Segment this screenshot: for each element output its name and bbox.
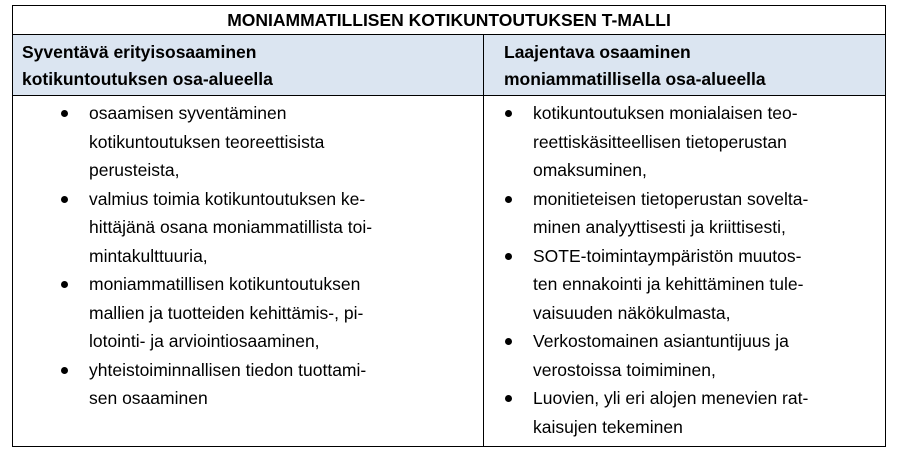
list-item-line: kotikuntoutuksen monialaisen teo- (533, 103, 798, 123)
list-item (533, 185, 885, 242)
list-item-line: Luovien, yli eri alojen menevien rat- (533, 388, 809, 408)
list-item-line: kaisujen tekeminen (533, 416, 683, 437)
t-model-table (12, 5, 886, 447)
list-item-line: minen analyyttisesti ja kriittisesti, (533, 217, 786, 237)
deep-expertise-list (13, 96, 483, 413)
list-item-line: mintakulttuuria, (89, 245, 208, 266)
list-item-line: moniammatillisen kotikuntoutuksen (89, 274, 361, 294)
header-right-line1: Laajentava osaaminen (504, 42, 691, 62)
list-item (89, 270, 483, 356)
list-item-line: hittäjänä osana moniammatillista toi- (89, 217, 373, 237)
list-item-line: ten ennakointi ja kehittäminen tule- (533, 274, 804, 294)
bullet-icon (61, 367, 68, 374)
list-item-line: lotointi- ja arviointiosaaminen, (89, 331, 320, 351)
header-broad-expertise (484, 35, 885, 95)
list-item-line: perusteista, (89, 160, 180, 180)
body-row (13, 96, 885, 446)
bullet-icon (505, 253, 512, 260)
list-item (533, 242, 885, 328)
list-item (89, 185, 483, 271)
bullet-icon (505, 110, 512, 117)
header-left-line1: Syventävä erityisosaaminen (22, 42, 257, 62)
list-item-line: valmius toimia kotikuntoutuksen ke- (89, 188, 366, 209)
broad-expertise-column (484, 96, 885, 446)
header-right-line2: moniammatillisella osa-alueella (504, 69, 766, 89)
bullet-icon (505, 395, 512, 402)
bullet-icon (61, 281, 68, 288)
list-item-line: mallien ja tuotteiden kehittämis-, pi- (89, 302, 364, 323)
list-item-line: kotikuntoutuksen teoreettisista (89, 131, 325, 152)
list-item-line: Verkostomainen asiantuntijuus ja (533, 331, 789, 351)
header-left-line2: kotikuntoutuksen osa-alueella (22, 69, 273, 89)
list-item-line: osaamisen syventäminen (89, 103, 287, 123)
list-item-line: monitieteisen tietoperustan sovelta- (533, 188, 809, 209)
list-item-line: verostoissa toimiminen, (533, 359, 716, 380)
bullet-icon (505, 338, 512, 345)
list-item (89, 99, 483, 185)
list-item-line: sen osaaminen (89, 388, 208, 408)
list-item (533, 327, 885, 384)
list-item-line: SOTE-toimintaympäristön muutos- (533, 245, 802, 266)
table-title: MONIAMMATILLISEN KOTIKUNTOUTUKSEN T-MALLI (13, 6, 885, 35)
list-item (89, 356, 483, 413)
deep-expertise-column (13, 96, 484, 446)
list-item (533, 99, 885, 185)
header-row (13, 35, 885, 96)
list-item-line: reettiskäsitteellisen tietoperustan (533, 131, 787, 152)
header-deep-expertise (13, 35, 484, 95)
list-item-line: vaisuuden näkökulmasta, (533, 302, 731, 323)
bullet-icon (61, 110, 68, 117)
bullet-icon (61, 196, 68, 203)
list-item (533, 384, 885, 441)
list-item-line: yhteistoiminnallisen tiedon tuottami- (89, 359, 367, 380)
broad-expertise-list (484, 96, 885, 441)
list-item-line: omaksuminen, (533, 160, 647, 180)
bullet-icon (505, 196, 512, 203)
